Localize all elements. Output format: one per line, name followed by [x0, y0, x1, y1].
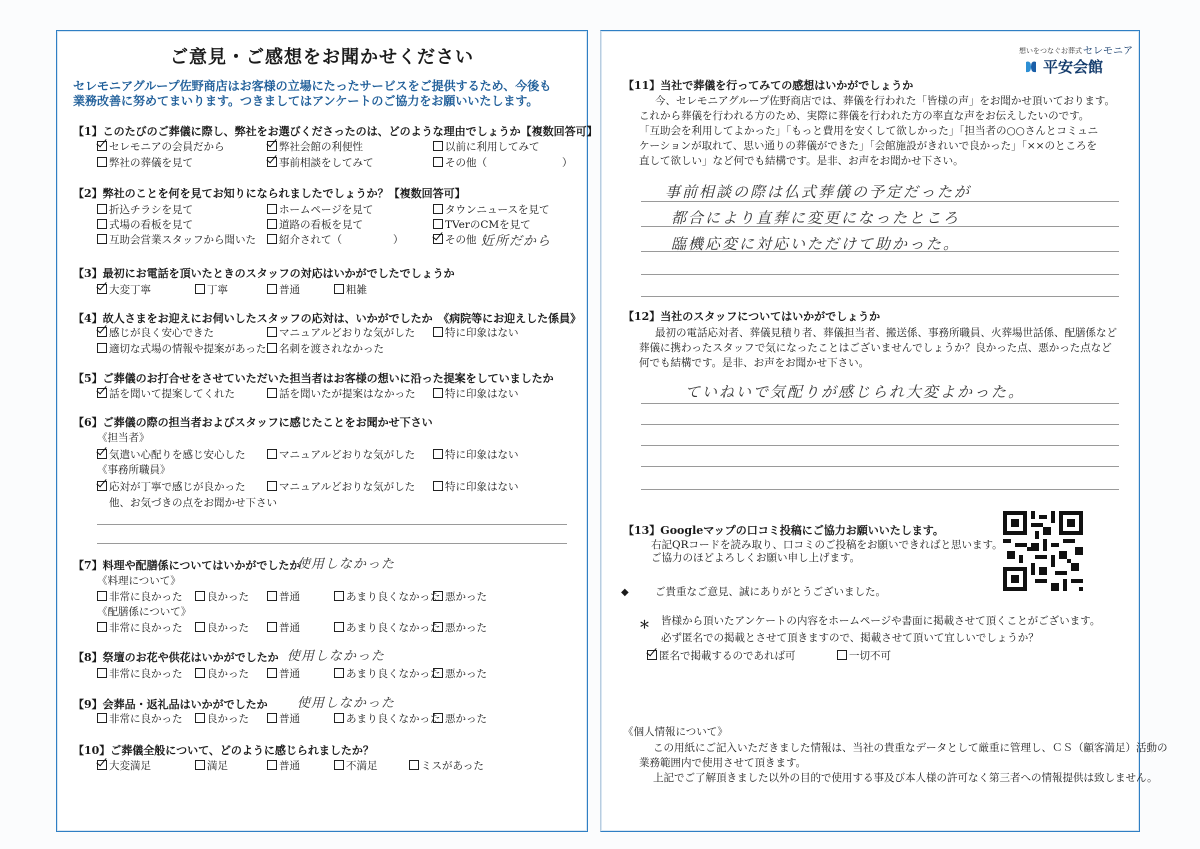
q2-opt-hall-sign[interactable]: 式場の看板を見て	[97, 219, 193, 232]
q12-body-3: 何でも結構です。是非、お声をお聞かせ下さい。	[639, 357, 870, 369]
q12-line[interactable]	[641, 489, 1119, 490]
publish-line-2: 必ず匿名での掲載とさせて頂きますので、掲載させて頂いて宜しいでしょうか？	[661, 632, 1039, 644]
privacy-line-2: 業務範囲内で使用させて頂きます。	[639, 757, 807, 769]
q2-text: 【2】弊社のことを何を見てお知りになられましたでしょうか？【複数回答可】	[73, 187, 466, 200]
checkbox	[334, 760, 344, 770]
q13-body-1: 右記QRコードを読み取り、口コミのご投稿をお願いできればと思います。	[651, 539, 1003, 551]
q8-opt-3[interactable]: 普通	[267, 668, 300, 681]
q10-opt-mistake[interactable]: ミスがあった	[409, 760, 484, 773]
checkbox	[97, 668, 107, 678]
q6-director-opt-care[interactable]: 気遣い心配りを感じ安心した	[97, 449, 246, 462]
q1-other-close: ）	[562, 157, 573, 169]
q2-referral-close: ）	[393, 234, 404, 246]
checkbox	[433, 327, 443, 337]
q11-body-3: 「互助会を利用してよかった」「もっと費用を安くして欲しかった」「担当者の○○さんとコミュニ	[639, 125, 1099, 137]
q8-handwritten: 使用しなかった	[287, 649, 386, 664]
q6-other-prompt: 他、お気づきの点をお聞かせ下さい	[109, 497, 277, 509]
checkbox	[433, 591, 443, 601]
checkbox	[334, 713, 344, 723]
q8-opt-2[interactable]: 良かった	[195, 668, 249, 681]
q3-opt-normal[interactable]: 普通	[267, 284, 300, 297]
q6-comment-line[interactable]	[97, 524, 567, 525]
q1-opt-previous[interactable]: 以前に利用してみて	[433, 141, 540, 154]
q6-director-opt-manual[interactable]: マニュアルどおりな気がした	[267, 449, 415, 462]
q2-opt-other[interactable]: その他（	[433, 234, 487, 247]
logo-name: 平安会館	[1043, 58, 1104, 76]
checkbox	[267, 141, 277, 151]
checkbox	[97, 388, 107, 398]
q2-opt-flyer[interactable]: 折込チラシを見て	[97, 204, 193, 217]
q6-office-opt-manual[interactable]: マニュアルどおりな気がした	[267, 481, 415, 494]
intro-line-2: 業務改善に努めてまいります。つきましてはアンケートのご協力をお願いいたします。	[73, 94, 539, 108]
q10-opt-very-satisfied[interactable]: 大変満足	[97, 760, 151, 773]
survey-page-left	[56, 30, 598, 832]
q11-line[interactable]	[641, 296, 1119, 297]
q2-opt-homepage[interactable]: ホームページを見て	[267, 204, 373, 217]
checkbox	[433, 204, 443, 214]
checkbox	[433, 449, 443, 459]
checkbox	[334, 622, 344, 632]
q2-opt-townnews[interactable]: タウンニュースを見て	[433, 204, 549, 217]
q6-office-opt-none[interactable]: 特に印象はない	[433, 481, 519, 494]
q6-text: 【6】ご葬儀の際の担当者およびスタッフに感じたことをお聞かせ下さい	[73, 416, 433, 429]
q7-serve-opt-3[interactable]: 普通	[267, 622, 300, 635]
q10-opt-unsatisfied[interactable]: 不満足	[334, 760, 378, 773]
checkbox	[433, 388, 443, 398]
q4-opt-reassured[interactable]: 感じが良く安心できた	[97, 327, 214, 340]
q9-opt-5[interactable]: 悪かった	[433, 713, 487, 726]
checkbox	[267, 284, 277, 294]
thanks-message: ご貴重なご意見、誠にありがとうございました。	[655, 586, 886, 598]
q7-serve-opt-5[interactable]: 悪かった	[433, 622, 487, 635]
checkbox	[267, 668, 277, 678]
checkbox	[195, 622, 205, 632]
q13-text: 【13】Googleマップの口コミ投稿にご協力お願いいたします。	[623, 524, 944, 537]
checkbox	[433, 481, 443, 491]
q1-text: 【1】このたびのご葬儀に際し、弊社をお選びくださったのは、どのような理由でしょうか【複数回答可】	[73, 125, 598, 138]
checkbox	[97, 713, 107, 723]
q9-opt-2[interactable]: 良かった	[195, 713, 249, 726]
checkbox	[433, 668, 443, 678]
q12-line[interactable]	[641, 445, 1119, 446]
q1-opt-saw-funeral[interactable]: 弊社の葬儀を見て	[97, 157, 193, 170]
checkbox	[97, 219, 107, 229]
checkbox	[267, 234, 277, 244]
q2-opt-tver[interactable]: TVerのCMを見て	[433, 219, 531, 232]
q3-opt-rough[interactable]: 粗雑	[334, 284, 367, 297]
q7-sub-serving: 《配膳係について》	[97, 606, 192, 618]
publish-opt-refuse[interactable]: 一切不可	[837, 650, 891, 663]
q13-body-2: ご協力のほどよろしくお願い申し上げます。	[651, 552, 861, 564]
checkbox	[97, 284, 107, 294]
q12-text: 【12】当社のスタッフについてはいかがでしょうか	[623, 310, 881, 323]
checkbox	[267, 388, 277, 398]
checkbox	[195, 760, 205, 770]
q4-opt-no-impression[interactable]: 特に印象はない	[433, 327, 519, 340]
q12-line[interactable]	[641, 466, 1119, 467]
checkbox	[195, 668, 205, 678]
q9-handwritten: 使用しなかった	[297, 696, 396, 711]
checkbox	[409, 760, 419, 770]
q6-director-opt-none[interactable]: 特に印象はない	[433, 449, 519, 462]
checkbox	[267, 622, 277, 632]
q7-food-opt-3[interactable]: 普通	[267, 591, 300, 604]
checkbox	[97, 327, 107, 337]
q8-opt-1[interactable]: 非常に良かった	[97, 668, 183, 681]
q9-opt-3[interactable]: 普通	[267, 713, 300, 726]
q2-handwritten-other: 近所だから	[481, 234, 552, 249]
q7-serve-opt-4[interactable]: あまり良くなかった	[334, 622, 441, 635]
q10-opt-normal[interactable]: 普通	[267, 760, 300, 773]
checkbox	[433, 141, 443, 151]
checkbox	[267, 591, 277, 601]
q5-text: 【5】ご葬儀のお打合せをさせていただいた担当者はお客様の想いに沿った提案をしていましたか	[73, 372, 554, 385]
q6-comment-line[interactable]	[97, 543, 567, 544]
q10-text: 【10】ご葬儀全般について、どのように感じられましたか？	[73, 744, 374, 757]
q1-opt-venue[interactable]: 弊社会館の利便性	[267, 141, 363, 154]
checkbox	[647, 650, 657, 660]
q11-handwritten-1: 事前相談の際は仏式葬儀の予定だったが	[665, 183, 972, 201]
checkbox	[267, 327, 277, 337]
q11-text: 【11】当社で葬儀を行ってみての感想はいかがでしょうか	[623, 79, 914, 92]
checkbox	[97, 481, 107, 491]
q10-opt-satisfied[interactable]: 満足	[195, 760, 228, 773]
checkbox	[97, 234, 107, 244]
checkbox	[267, 760, 277, 770]
checkbox	[267, 449, 277, 459]
q6-sub-office: 《事務所職員》	[97, 464, 171, 476]
q7-sub-food: 《料理について》	[97, 575, 181, 587]
logo-mark-icon	[1024, 59, 1038, 73]
logo-tagline: 想いをつなぐお葬式	[1019, 47, 1082, 55]
q5-opt-proposed[interactable]: 話を聞いて提案してくれた	[97, 388, 235, 401]
q11-handwritten-2: 都合により直葬に変更になったところ	[671, 209, 961, 227]
logo-brand: セレモニア	[1083, 46, 1133, 57]
q9-opt-4[interactable]: あまり良くなかった	[334, 713, 441, 726]
q8-opt-5[interactable]: 悪かった	[433, 668, 487, 681]
q8-text: 【8】祭壇のお花や供花はいかがでしたか	[73, 651, 279, 664]
checkbox	[267, 713, 277, 723]
checkbox	[267, 481, 277, 491]
publish-opt-anonymous[interactable]: 匿名で掲載するのであれば可	[647, 650, 796, 663]
q7-serve-opt-1[interactable]: 非常に良かった	[97, 622, 183, 635]
q1-opt-member[interactable]: セレモニアの会員だから	[97, 141, 225, 154]
q7-text: 【7】料理や配膳係についてはいかがでしたか	[73, 559, 301, 572]
q12-handwritten: ていねいで気配りが感じられ大変よかった。	[685, 383, 1026, 401]
survey-title: ご意見・ご感想をお聞かせください	[170, 47, 474, 68]
q7-serve-opt-2[interactable]: 良かった	[195, 622, 249, 635]
asterisk-icon: ＊	[639, 618, 650, 631]
checkbox	[267, 219, 277, 229]
q9-opt-1[interactable]: 非常に良かった	[97, 713, 183, 726]
checkbox	[334, 284, 344, 294]
checkbox	[97, 157, 107, 167]
q11-body-5: 直して欲しい」など何でも結構です。是非、お声をお聞かせ下さい。	[639, 155, 964, 167]
q12-line[interactable]	[641, 424, 1119, 425]
q3-opt-polite[interactable]: 丁寧	[195, 284, 228, 297]
checkbox	[433, 157, 443, 167]
q12-line[interactable]	[641, 403, 1119, 404]
publish-line-1: 皆様から頂いたアンケートの内容をホームページや書面に掲載させて頂くことがございます。	[661, 615, 1101, 627]
checkbox	[97, 591, 107, 601]
q5-opt-no-proposal[interactable]: 話を聞いたが提案はなかった	[267, 388, 416, 401]
q7-handwritten: 使用しなかった	[297, 557, 396, 572]
q11-body-4: ケーションが取れて、思い通りの葬儀ができた」「会館施設がきれいで良かった」「××のところを	[639, 140, 1097, 152]
q11-handwritten-3: 臨機応変に対応いただけて助かった。	[671, 235, 961, 253]
checkbox	[97, 141, 107, 151]
privacy-line-3: 上記でご了解頂きました以外の目的で使用する事及び本人様の許可なく第三者への情報提供は致しません。	[653, 772, 1158, 784]
checkbox	[97, 343, 107, 353]
q7-food-opt-4[interactable]: あまり良くなかった	[334, 591, 441, 604]
checkbox	[837, 650, 847, 660]
checkbox	[97, 449, 107, 459]
checkbox	[97, 622, 107, 632]
q11-line[interactable]	[641, 274, 1119, 275]
q4-opt-venue-info[interactable]: 適切な式場の情報や提案があった	[97, 343, 266, 356]
checkbox	[267, 204, 277, 214]
q4-opt-no-card[interactable]: 名刺を渡されなかった	[267, 343, 384, 356]
intro-line-1: セレモニアグループ佐野商店はお客様の立場にたったサービスをご提供するため、今後も	[73, 79, 552, 93]
q2-opt-staff[interactable]: 互助会営業スタッフから聞いた	[97, 234, 256, 247]
checkbox	[433, 234, 443, 244]
checkbox	[433, 713, 443, 723]
q9-text: 【9】会葬品・返礼品はいかがでしたか	[73, 698, 268, 711]
q3-text: 【3】最初にお電話を頂いたときのスタッフの対応はいかがでしたでしょうか	[73, 267, 455, 280]
q11-body-1: 今、セレモニアグループ佐野商店では、葬儀を行われた「皆様の声」をお聞かせ頂いております。	[655, 95, 1116, 107]
q3-opt-very-polite[interactable]: 大変丁寧	[97, 284, 151, 297]
q4-text: 【4】故人さまをお迎えにお伺いしたスタッフの応対は、いかがでしたか 《病院等にお迎えした係員》	[73, 312, 582, 325]
q12-body-1: 最初の電話応対者、葬儀見積り者、葬儀担当者、搬送係、事務所職員、火葬場世話係、配膳係など	[655, 327, 1117, 339]
checkbox	[195, 713, 205, 723]
q8-opt-4[interactable]: あまり良くなかった	[334, 668, 441, 681]
checkbox	[195, 284, 205, 294]
privacy-title: 《個人情報について》	[623, 726, 728, 738]
checkbox	[334, 668, 344, 678]
checkbox	[97, 204, 107, 214]
q6-office-opt-polite[interactable]: 応対が丁寧で感じが良かった	[97, 481, 246, 494]
q4-opt-manual[interactable]: マニュアルどおりな気がした	[267, 327, 415, 340]
privacy-line-1: この用紙にご記入いただきました情報は、当社の貴重なデータとして厳重に管理し、ＣＳ（顧客満足）活動の	[653, 742, 1168, 754]
q6-sub-director: 《担当者》	[97, 432, 150, 444]
checkbox	[334, 591, 344, 601]
q7-food-opt-5[interactable]: 悪かった	[433, 591, 487, 604]
checkbox	[433, 219, 443, 229]
checkbox	[267, 343, 277, 353]
checkbox	[433, 622, 443, 632]
q7-food-opt-1[interactable]: 非常に良かった	[97, 591, 183, 604]
q12-body-2: 葬儀に携わったスタッフで気になったことはございませんでしょうか？良かった点、悪かった点など	[639, 342, 1112, 354]
checkbox	[267, 157, 277, 167]
survey-page-right	[600, 30, 1168, 832]
q2-opt-referral[interactable]: 紹介されて（	[267, 234, 342, 247]
q1-opt-other[interactable]: その他（	[433, 157, 487, 170]
checkbox	[97, 760, 107, 770]
diamond-icon: ◆	[621, 587, 629, 598]
q2-opt-road-sign[interactable]: 道路の看板を見て	[267, 219, 363, 232]
qr-code-icon[interactable]	[1003, 511, 1083, 591]
q11-body-2: これから葬儀を行われる方のため、実際に葬儀を行われた方の率直な声をお伝えしたいのです。	[639, 110, 1090, 122]
q1-opt-consult[interactable]: 事前相談をしてみて	[267, 157, 374, 170]
checkbox	[195, 591, 205, 601]
q5-opt-no-impression[interactable]: 特に印象はない	[433, 388, 519, 401]
q7-food-opt-2[interactable]: 良かった	[195, 591, 249, 604]
